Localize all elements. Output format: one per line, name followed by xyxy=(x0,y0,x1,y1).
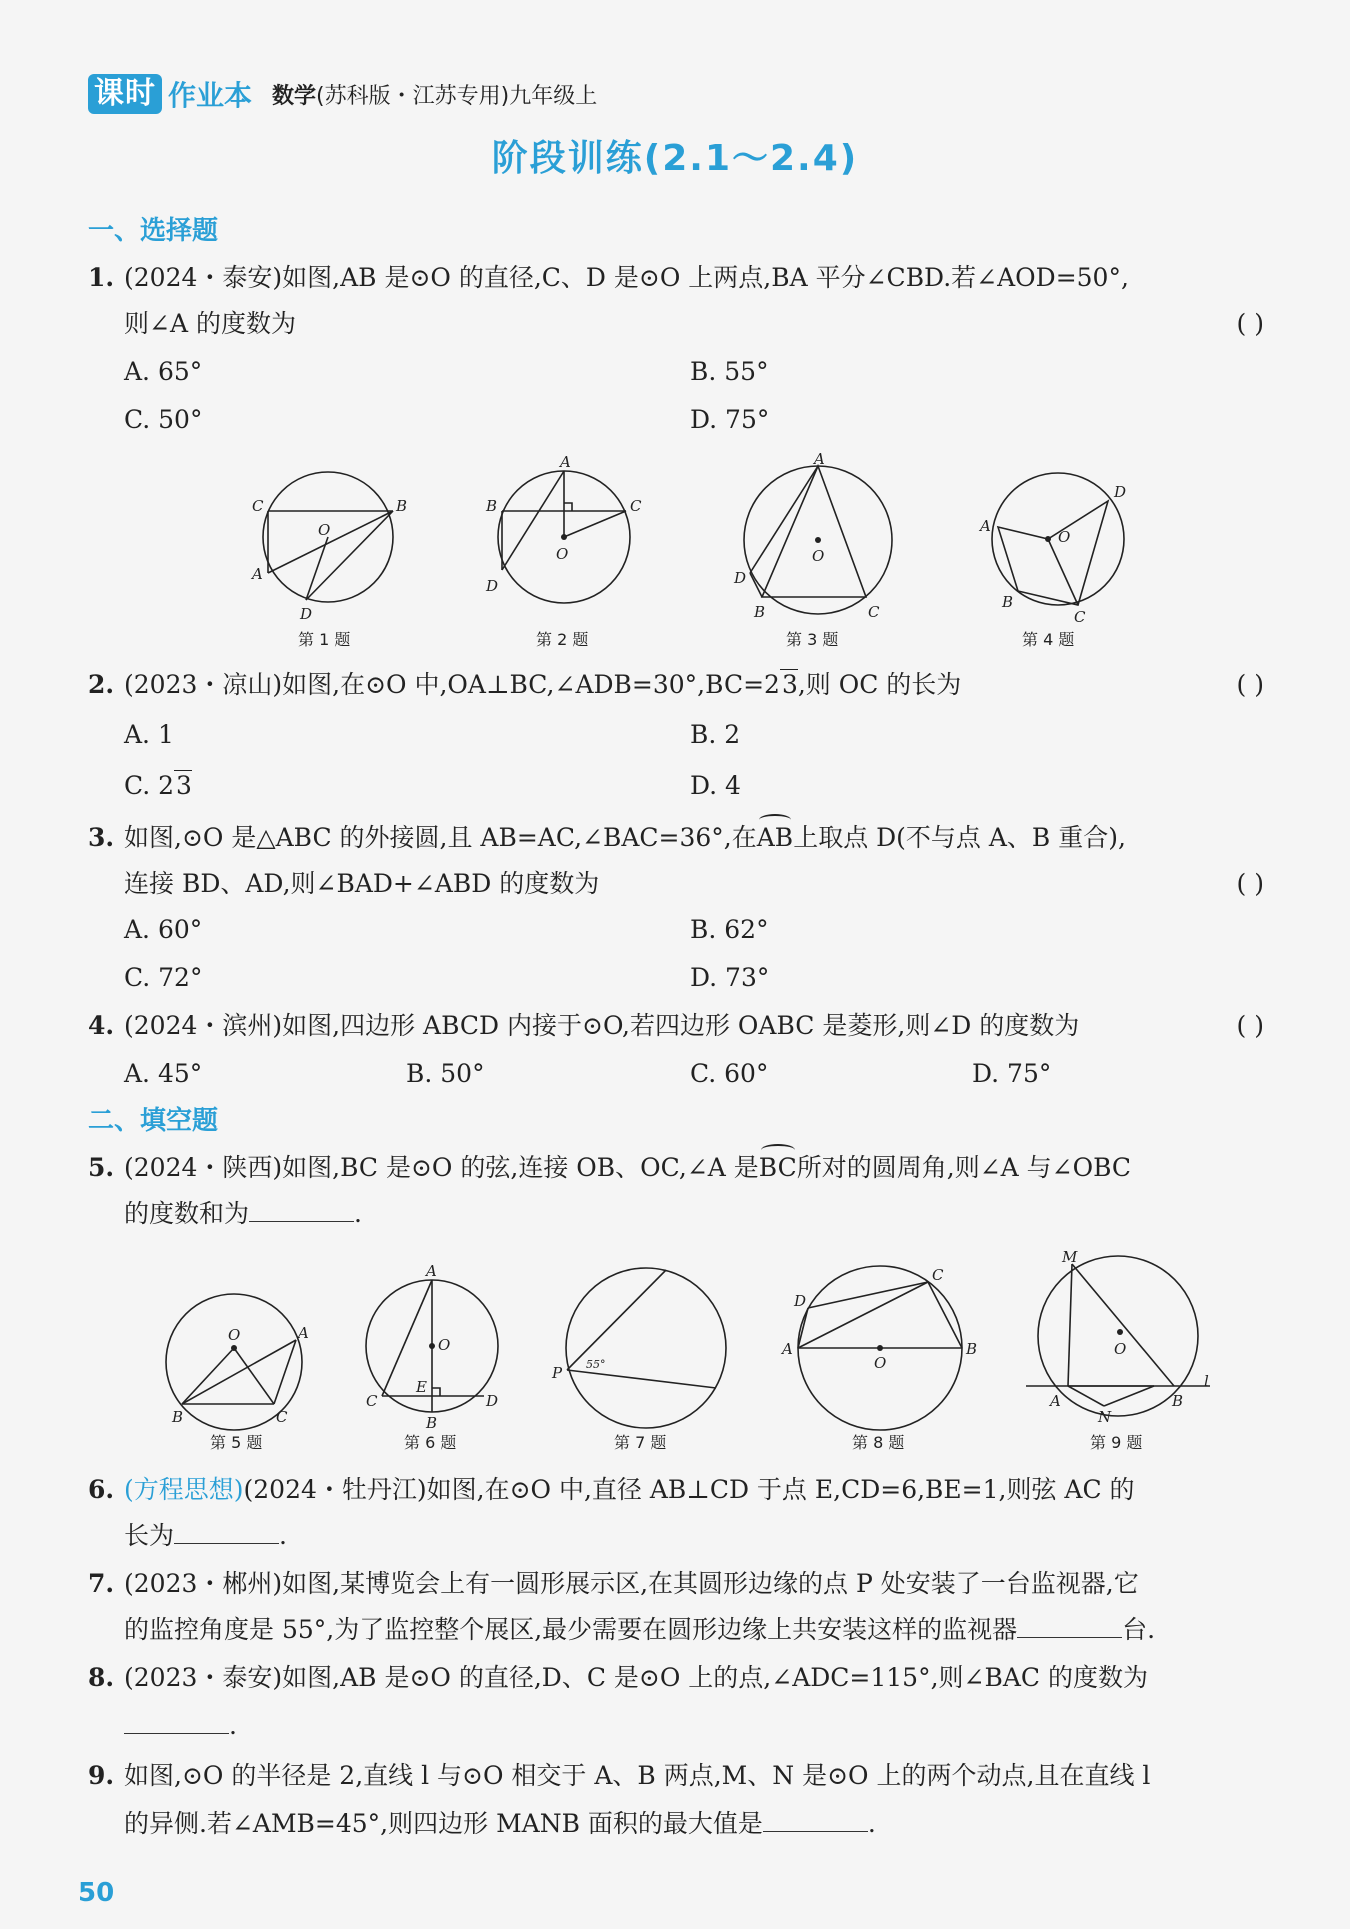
subject-name: 数学 xyxy=(272,83,317,109)
question-5-line-1 xyxy=(88,1148,1264,1188)
label-a: A xyxy=(1050,1392,1061,1410)
option-a: A. 65° xyxy=(124,357,203,386)
view-line-lower xyxy=(567,1370,716,1388)
section-fill: 二、填空题 xyxy=(88,1106,219,1136)
sqrt-value: 3 xyxy=(176,771,192,800)
period: . xyxy=(279,1521,287,1550)
logo-text: 作业本 xyxy=(168,79,253,112)
question-text: (2024・牡丹江)如图,在⊙O 中,直径 AB⊥CD 于点 E,CD=6,BE=1,则弦 AC 的 xyxy=(243,1475,1135,1504)
question-number: 5. xyxy=(88,1153,115,1182)
page-header xyxy=(88,74,597,114)
option-c: C. 50° xyxy=(124,405,203,434)
figure-caption: 第 4 题 xyxy=(1022,630,1075,649)
label-o: O xyxy=(1114,1340,1127,1358)
option-a: A. 1 xyxy=(124,720,174,749)
chord-bn xyxy=(1104,1386,1154,1406)
answer-parentheses: ( ) xyxy=(1236,1011,1264,1040)
arc-bc: BC xyxy=(759,1148,797,1188)
option-d: D. 75° xyxy=(690,405,770,434)
label-b: B xyxy=(172,1408,184,1426)
figure-caption: 第 2 题 xyxy=(536,630,589,649)
label-o: O xyxy=(874,1354,887,1372)
center-dot xyxy=(231,1345,237,1351)
workbook-logo xyxy=(88,74,252,114)
option-d: D. 4 xyxy=(690,771,741,800)
label-c: C xyxy=(1074,608,1086,626)
figure-caption: 第 5 题 xyxy=(210,1433,263,1452)
label-l: l xyxy=(1204,1372,1209,1390)
option-d: D. 73° xyxy=(690,963,770,992)
figure-caption: 第 6 题 xyxy=(404,1433,457,1452)
question-text: 的度数和为 xyxy=(124,1199,250,1228)
figure-caption: 第 7 题 xyxy=(614,1433,667,1452)
option-c-text: C. 2 xyxy=(124,771,175,800)
question-number: 4. xyxy=(88,1011,115,1040)
question-5-line-2 xyxy=(88,1194,1264,1234)
label-d: D xyxy=(794,1292,807,1310)
circle xyxy=(566,1268,726,1428)
triangle-abc xyxy=(762,466,866,597)
label-b: B xyxy=(426,1414,438,1432)
section-choice: 一、选择题 xyxy=(88,216,219,246)
chord-ma xyxy=(1068,1264,1072,1386)
question-text: 连接 BD、AD,则∠BAD+∠ABD 的度数为 xyxy=(124,869,600,898)
label-a: A xyxy=(560,453,571,471)
question-3-line-1 xyxy=(88,818,1264,858)
question-2-line-1 xyxy=(88,665,1264,705)
question-6-line-2 xyxy=(88,1516,1264,1556)
period: . xyxy=(867,1809,876,1838)
figure-caption: 第 8 题 xyxy=(852,1433,905,1452)
chord-mb xyxy=(1072,1264,1174,1386)
figure-4 xyxy=(978,465,1138,655)
question-text-end: ,则 OC 的长为 xyxy=(797,670,962,699)
label-b: B xyxy=(1002,593,1014,611)
label-b: B xyxy=(966,1340,978,1358)
label-o: O xyxy=(556,545,569,563)
arc-ab: AB xyxy=(757,818,793,858)
figure-9 xyxy=(1026,1240,1226,1460)
question-text-end: 所对的圆周角,则∠A 与∠OBC xyxy=(796,1153,1132,1182)
label-o: O xyxy=(1058,528,1071,546)
answer-blank xyxy=(174,1521,279,1544)
right-angle-mark xyxy=(432,1388,440,1396)
question-text: (2024・滨州)如图,四边形 ABCD 内接于⊙O,若四边形 OABC 是菱形,则∠D 的度数为 xyxy=(124,1011,1080,1040)
label-e: E xyxy=(416,1378,427,1396)
figure-3 xyxy=(732,450,902,655)
figure-5 xyxy=(162,1262,332,1462)
header-subtitle xyxy=(272,79,597,110)
figure-2 xyxy=(480,455,650,655)
question-8-line-1 xyxy=(88,1658,1264,1698)
figure-7 xyxy=(550,1262,740,1462)
label-a: A xyxy=(980,517,991,535)
label-d: D xyxy=(486,1392,499,1410)
question-text: 的异侧.若∠AMB=45°,则四边形 MANB 面积的最大值是 xyxy=(124,1809,763,1838)
label-c: C xyxy=(932,1266,944,1284)
question-text: (2024・泰安)如图,AB 是⊙O 的直径,C、D 是⊙O 上两点,BA 平分∠CBD.若∠AOD=50°, xyxy=(124,263,1129,292)
question-text: (2023・郴州)如图,某博览会上有一圆形展示区,在其圆形边缘的点 P 处安装了一台监视器,它 xyxy=(124,1569,1139,1598)
label-c: C xyxy=(366,1392,378,1410)
question-text: 如图,⊙O 是△ABC 的外接圆,且 AB=AC,∠BAC=36°,在 xyxy=(124,823,757,852)
question-text: 的监控角度是 55°,为了监控整个展区,最少需要在圆形边缘上共安装这样的监视器 xyxy=(124,1615,1018,1644)
method-tag: (方程思想) xyxy=(124,1475,244,1504)
center-dot xyxy=(561,534,567,540)
label-o: O xyxy=(228,1326,241,1344)
chord-da xyxy=(502,471,564,570)
option-b: B. 55° xyxy=(690,357,769,386)
option-b: B. 62° xyxy=(690,915,769,944)
question-8-line-2 xyxy=(88,1706,1264,1746)
question-text: 则∠A 的度数为 xyxy=(124,309,296,338)
figure-6 xyxy=(360,1262,520,1462)
question-4-line-1 xyxy=(88,1006,1264,1046)
period: . xyxy=(354,1199,362,1228)
chord-ad xyxy=(798,1308,808,1348)
question-number: 2. xyxy=(88,670,115,699)
radius-ob xyxy=(182,1348,234,1404)
diameter-ab xyxy=(268,511,393,573)
label-c: C xyxy=(630,497,642,515)
view-line-upper xyxy=(567,1270,666,1370)
answer-blank xyxy=(763,1809,868,1832)
question-number: 9. xyxy=(88,1761,115,1790)
figure-1 xyxy=(250,455,410,655)
answer-blank xyxy=(1017,1615,1122,1638)
label-a: A xyxy=(252,565,263,583)
logo-box: 课时 xyxy=(88,74,162,114)
question-number: 7. xyxy=(88,1569,115,1598)
question-number: 3. xyxy=(88,823,115,852)
question-text: (2023・泰安)如图,AB 是⊙O 的直径,D、C 是⊙O 上的点,∠ADC=115°,则∠BAC 的度数为 xyxy=(124,1663,1148,1692)
label-c: C xyxy=(868,603,880,621)
label-b: B xyxy=(1172,1392,1184,1410)
period: . xyxy=(229,1711,237,1740)
chord-ba xyxy=(182,1340,296,1404)
question-1-line-1 xyxy=(88,258,1264,298)
question-number: 1. xyxy=(88,263,115,292)
question-3-line-2 xyxy=(88,864,1264,904)
question-9-line-1 xyxy=(88,1756,1264,1796)
label-a: A xyxy=(782,1340,793,1358)
label-a: A xyxy=(814,450,825,468)
page-number: 50 xyxy=(78,1878,115,1908)
figure-8 xyxy=(782,1262,992,1462)
option-c: C. 72° xyxy=(124,963,203,992)
label-a: A xyxy=(426,1262,437,1280)
figure-caption: 第 9 题 xyxy=(1090,1433,1143,1452)
question-number: 6. xyxy=(88,1475,115,1504)
label-d: D xyxy=(734,569,747,587)
question-text: (2024・陕西)如图,BC 是⊙O 的弦,连接 OB、OC,∠A 是 xyxy=(124,1153,759,1182)
option-d: D. 75° xyxy=(972,1059,1052,1088)
label-b: B xyxy=(486,497,498,515)
center-dot xyxy=(815,537,821,543)
label-c: C xyxy=(252,497,264,515)
answer-parentheses: ( ) xyxy=(1236,670,1264,699)
sqrt-value: 3 xyxy=(781,670,798,699)
answer-parentheses: ( ) xyxy=(1236,309,1264,338)
label-p: P xyxy=(552,1364,563,1382)
label-b: B xyxy=(396,497,408,515)
option-a: A. 60° xyxy=(124,915,203,944)
radius-od xyxy=(306,537,328,600)
option-b: B. 50° xyxy=(406,1059,485,1088)
chord-ac xyxy=(798,1282,928,1348)
chord-cb xyxy=(928,1282,962,1348)
question-text: 如图,⊙O 的半径是 2,直线 l 与⊙O 相交于 A、B 两点,M、N 是⊙O 上的两个动点,且在直线 l xyxy=(124,1761,1151,1790)
option-c: C. 60° xyxy=(690,1059,769,1088)
label-b: B xyxy=(754,603,766,621)
label-d: D xyxy=(1114,483,1127,501)
label-angle: 55° xyxy=(586,1358,606,1371)
question-1-line-2 xyxy=(88,304,1264,344)
question-6-line-1 xyxy=(88,1470,1264,1510)
edition-label: (苏科版・江苏专用)九年级上 xyxy=(316,83,598,109)
label-a: A xyxy=(298,1324,309,1342)
radius-oc xyxy=(564,511,626,537)
label-d: D xyxy=(486,577,499,595)
label-n: N xyxy=(1098,1408,1112,1426)
center-dot xyxy=(1045,536,1051,542)
question-7-line-2 xyxy=(88,1610,1264,1650)
question-9-line-2 xyxy=(88,1804,1264,1844)
answer-blank xyxy=(249,1199,354,1222)
label-o: O xyxy=(318,521,331,539)
chord-ad xyxy=(750,466,818,573)
question-text: (2023・凉山)如图,在⊙O 中,OA⊥BC,∠ADB=30°,BC=2 xyxy=(124,670,780,699)
label-o: O xyxy=(812,547,825,565)
right-angle-mark xyxy=(564,503,572,511)
center-dot xyxy=(429,1343,435,1349)
figure-caption: 第 1 题 xyxy=(298,630,351,649)
question-7-line-1 xyxy=(88,1564,1264,1604)
page-title: 阶段训练(2.1～2.4) xyxy=(491,138,859,179)
question-number: 8. xyxy=(88,1663,115,1692)
question-text-end: 台. xyxy=(1122,1615,1156,1644)
radius-oc xyxy=(1048,539,1078,605)
answer-parentheses: ( ) xyxy=(1236,869,1264,898)
label-d: D xyxy=(300,605,313,623)
option-c xyxy=(124,766,192,806)
figure-caption: 第 3 题 xyxy=(786,630,839,649)
label-o: O xyxy=(438,1336,451,1354)
center-dot xyxy=(877,1345,883,1351)
center-dot xyxy=(1117,1329,1123,1335)
answer-blank xyxy=(124,1711,229,1734)
question-text-end: 上取点 D(不与点 A、B 重合), xyxy=(793,823,1126,852)
label-m: M xyxy=(1062,1248,1078,1266)
option-b: B. 2 xyxy=(690,720,741,749)
option-a: A. 45° xyxy=(124,1059,203,1088)
question-text: 长为 xyxy=(124,1521,175,1550)
label-c: C xyxy=(276,1408,288,1426)
